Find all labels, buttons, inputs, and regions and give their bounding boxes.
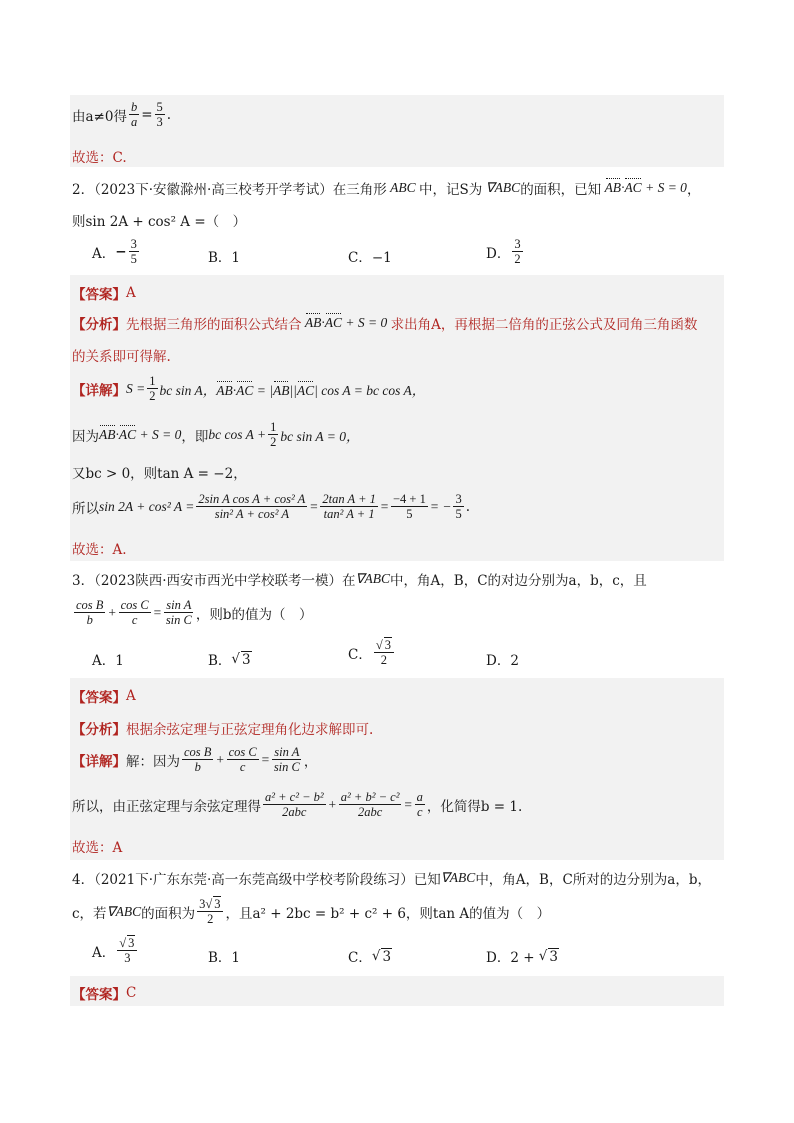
q2-choice: 故选：A. [72, 542, 127, 558]
q3-option-a[interactable]: A．1 [92, 653, 124, 669]
q2-answer: 【答案】 A [72, 285, 136, 303]
q3-stem: 3．（2023陕西·西安市西光中学校联考一模）在 ∇ABC 中，角A，B，C的对边分别为a，b，c，且 [72, 571, 647, 589]
q2-option-b[interactable]: B．1 [208, 250, 241, 266]
q2-detail-so: 所以 sin 2A + cos² A = $\frac{\text{2sin A cos A + cos² A}}{\text{sin² A + cos² A}}$ = $\frac{\text{2tan A + 1}}{\text{tan² A + 1}}$ = $\frac{-4 + 1}{5}$ = − $\frac{3}{5}$ . [72, 492, 471, 521]
q3-detail: 【详解】 解：因为 $\frac{\text{cos B}}{b}$ + $\frac{\text{cos C}}{c}$ = $\frac{\text{sin A}}{\text{sin C}}$ ， [72, 745, 318, 774]
q4-option-c[interactable]: C． √ 3 [348, 948, 392, 966]
q3-answer: 【答案】 A [72, 688, 136, 706]
q2-option-c[interactable]: C．−1 [348, 250, 392, 266]
q2-detail-also: 又bc > 0，则tan A = −2， [72, 466, 247, 482]
q2-analysis: 【分析】 先根据三角形的面积公式结合 AB·AC + S = 0 求出角A，再根据二倍角的正弦公式及同角三角函数 [72, 315, 698, 333]
solution-block-q4 [70, 976, 724, 1006]
q1-derivation: 由a≠0得 $\frac{b}{a}$ = $\frac{5}{3}$ . [72, 100, 172, 129]
q2-stem-line2: 则sin 2A + cos² A =（ ） [72, 214, 247, 230]
q4-option-a[interactable]: A． $\frac{√ 3}{3}$ [92, 936, 139, 965]
q4-stem: 4．（2021下·广东东莞·高一东莞高级中学校考阶段练习）已知 ∇ABC 中，角A，B，C所对的边分别为a，b， [72, 870, 712, 888]
q4-option-d[interactable]: D．2 + √ 3 [486, 948, 559, 966]
q2-analysis-line2: 的关系即可得解. [72, 349, 171, 365]
q2-detail-because: 因为 AB·AC + S = 0 ，即 bc cos A + $\frac{1}{2}$ bc sin A = 0， [72, 420, 360, 449]
q4-stem-line2: c，若 ∇ABC 的面积为 $\frac{3√ 3}{2}$ ，且a² + 2bc = b² + c² + 6，则tan A的值为（ ） [72, 897, 551, 926]
q3-option-b[interactable]: B． √ 3 [208, 651, 251, 669]
fraction-b-over-a: $\frac{b}{a}$ [130, 100, 138, 129]
q2-option-d[interactable]: D． $\frac{3}{2}$ [486, 237, 521, 266]
q1-choice: 故选：C. [72, 150, 127, 166]
q3-stem-line2: $\frac{\text{cos B}}{b}$ + $\frac{\text{cos C}}{c}$ = $\frac{\text{sin A}}{\text{sin C}}$ ，则b的值为（ ） [76, 598, 313, 627]
q2-detail: 【详解】 S = $\frac{1}{2}$ bc sin A，AB·AC = |AB||AC| cos A = bc cos A， [72, 374, 426, 403]
q4-answer: 【答案】 C [72, 985, 137, 1003]
fraction-5-over-3: $\frac{5}{3}$ [156, 100, 163, 129]
q2-stem: 2．（2023下·安徽滁州·高三校考开学考试）在三角形 ABC 中，记S为 ∇ABC 的面积，已知 AB·AC + S = 0 ， [72, 180, 701, 198]
q3-detail-so: 所以，由正弦定理与余弦定理得 $\frac{\text{a² + c² − b²}}{\text{2abc}}$ + $\frac{\text{a² + b² − c²}}{\text{2abc}}$ = $\frac{a}{c}$ ，化简得b = 1. [72, 790, 523, 819]
q4-option-b[interactable]: B．1 [208, 950, 241, 966]
q3-analysis: 【分析】 根据余弦定理与正弦定理角化边求解即可. [72, 722, 374, 738]
q3-option-c[interactable]: C． $\frac{√ 3}{2}$ [348, 638, 396, 667]
q3-choice: 故选：A [72, 840, 123, 856]
q2-option-a[interactable]: A． − $\frac{3}{5}$ [92, 237, 137, 266]
q3-option-d[interactable]: D．2 [486, 653, 519, 669]
